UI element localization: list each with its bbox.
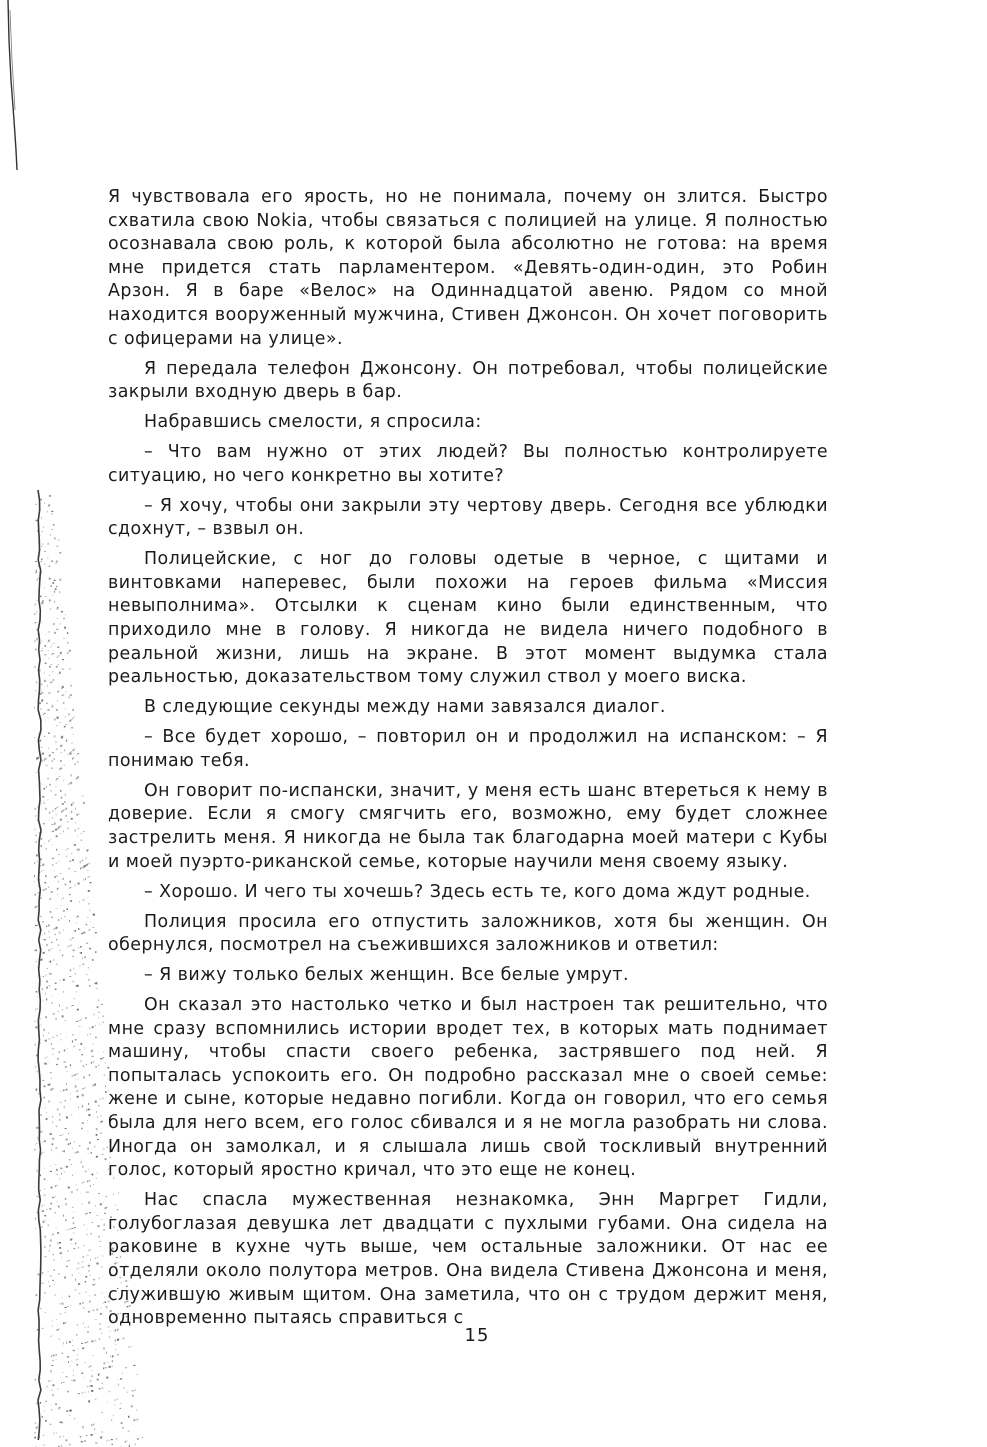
paragraph: Нас спасла мужественная незнакомка, Энн Маргрет Гидли, голубоглазая девушка лет двадцати с пухлыми губами. Она сидела на раковине в кухне чуть выше, чем остальные заложники. От нас ее отделяли около полутора метров. Она видела Стивена Джонсона и меня, служившую живым щитом. Она заметила, что он с трудом держит меня, одновременно пытаясь справиться с [108, 1190, 828, 1329]
paragraph: – Что вам нужно от этих людей? Вы полностью контролируете ситуацию, но чего конкретно вы хотите? [108, 442, 828, 486]
scan-edge-mark-top [6, 0, 20, 170]
paragraph: Он говорит по-испански, значит, у меня есть шанс втереться к нему в доверие. Если я смогу смягчить его, возможно, ему будет сложнее застрелить меня. Я никогда не была так благодарна моей матери с Кубы и моей пуэрто-риканской семье, которые научили меня своему языку. [108, 780, 828, 872]
paragraph: Полиция просила его отпустить заложников, хотя бы женщин. Он обернулся, посмотрел на съежившихся заложников и ответил: [108, 911, 828, 956]
paragraph: В следующие секунды между нами завязался диалог. [144, 697, 666, 718]
book-page-text [108, 186, 828, 1337]
paragraph: Набравшись смелости, я спросила: [144, 412, 482, 433]
paragraph: Я передала телефон Джонсону. Он потребовал, чтобы полицейские закрыли входную дверь в бар. [108, 358, 828, 403]
page-number: 15 [464, 1325, 490, 1346]
paragraph: – Хорошо. И чего ты хочешь? Здесь есть те, кого дома ждут родные. [144, 881, 811, 902]
paragraph: – Все будет хорошо, – повторил он и продолжил на испанском: – Я понимаю тебя. [108, 727, 828, 771]
paragraph: Я чувствовала его ярость, но не понимала, почему он злится. Быстро схватила свою Nokia, чтобы связаться с полицией на улице. Я полностью осознавала свою роль, к которой была абсолютно не готова: на время мне придется стать парламентером. «Девять-один-один, это Робин Арзон. Я в баре «Велос» на Одиннадцатой авеню. Рядом со мной находится вооруженный мужчина, Стивен Джонсон. Он хочет поговорить с офицерами на улице». [108, 187, 828, 349]
paragraph: – Я хочу, чтобы они закрыли эту чертову дверь. Сегодня все ублюдки сдохнут, – взвыл он. [108, 495, 828, 540]
paragraph: Полицейские, с ног до головы одетые в черное, с щитами и винтовками наперевес, были похожи на героев фильма «Миссия невыполнима». Отсылки к сценам кино были единственным, что приходило мне в голову. Я никогда не видела ничего подобного в реальной жизни, лишь на экране. В этот момент выдумка стала реальностью, доказательством тому служил ствол у моего виска. [108, 549, 828, 688]
paragraph: Он сказал это настолько четко и был настроен так решительно, что мне сразу вспомнились истории вродет тех, в которых мать поднимает машину, чтобы спасти своего ребенка, застрявшего под ней. Я попыталась успокоить его. Он подробно рассказал мне о своей семье: жене и сыне, которые недавно погибли. Когда он говорил, что его семья была для него всем, его голос сбивался и я не могла разобрать ни слова. Иногда он замолкал, и я слышала лишь свой тоскливый внутренний голос, который яростно кричал, что это еще не конец. [108, 995, 828, 1181]
paragraph: – Я вижу только белых женщин. Все белые умрут. [144, 965, 629, 986]
